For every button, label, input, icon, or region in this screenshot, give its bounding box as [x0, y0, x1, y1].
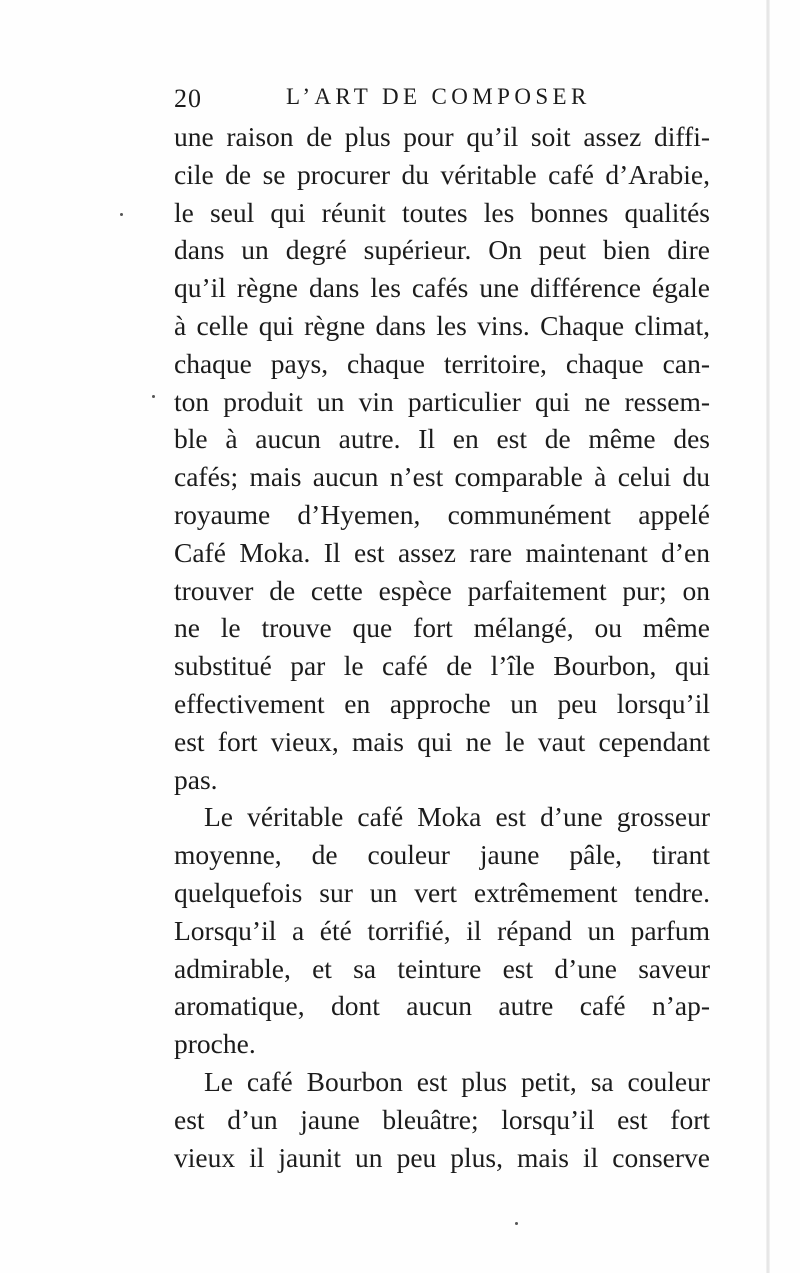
- text-line: proche.: [174, 1028, 256, 1060]
- text-line: royaume d’Hyemen, communément appelé: [174, 498, 710, 530]
- text-line: aromatique, dont aucun autre café n’ap-: [174, 990, 710, 1022]
- text-line: le seul qui réunit toutes les bonnes qualités: [174, 196, 710, 228]
- text-line: chaque pays, chaque territoire, chaque can-: [174, 347, 710, 379]
- running-head: [174, 84, 714, 118]
- paragraph-first-line: Le véritable café Moka est d’une grosseur: [204, 801, 710, 833]
- text-line: qu’il règne dans les cafés une différence égale: [174, 272, 710, 304]
- text-line: est fort vieux, mais qui ne le vaut cependant: [174, 725, 710, 757]
- text-line: à celle qui règne dans les vins. Chaque climat,: [174, 309, 710, 341]
- text-line: est d’un jaune bleuâtre; lorsqu’il est fort: [174, 1103, 710, 1135]
- text-line: quelquefois sur un vert extrêmement tendre.: [174, 876, 710, 908]
- text-line: cile de se procurer du véritable café d’Arabie,: [174, 158, 710, 190]
- body-text: [174, 118, 710, 1176]
- text-line: une raison de plus pour qu’il soit assez diffi-: [174, 121, 710, 152]
- running-title: L’ART DE COMPOSER: [286, 84, 591, 109]
- text-line: pas.: [174, 763, 218, 795]
- paragraph-first-line: Le café Bourbon est plus petit, sa couleur: [204, 1065, 710, 1097]
- text-line: moyenne, de couleur jaune pâle, tirant: [174, 839, 710, 871]
- text-line: ton produit un vin particulier qui ne ressem-: [174, 385, 710, 417]
- text-line: Lorsqu’il a été torrifié, il répand un parfum: [174, 914, 710, 946]
- text-line: cafés; mais aucun n’est comparable à celui du: [174, 461, 710, 493]
- text-line: dans un degré supérieur. On peut bien dire: [174, 234, 710, 266]
- paper-speck: [515, 1222, 518, 1225]
- text-line: ble à aucun autre. Il en est de même des: [174, 423, 710, 455]
- text-line: substitué par le café de l’île Bourbon, qui: [174, 650, 710, 682]
- text-line: vieux il jaunit un peu plus, mais il conserve: [174, 1141, 710, 1173]
- page-number: 20: [174, 84, 202, 113]
- text-line: trouver de cette espèce parfaitement pur; on: [174, 574, 710, 606]
- paper-speck: [152, 395, 155, 398]
- text-line: admirable, et sa teinture est d’une saveur: [174, 952, 710, 984]
- text-line: ne le trouve que fort mélangé, ou même: [174, 612, 710, 644]
- page-edge-shadow: [766, 0, 770, 1273]
- paper-speck: [120, 213, 123, 216]
- text-line: Café Moka. Il est assez rare maintenant d’en: [174, 536, 710, 568]
- text-line: effectivement en approche un peu lorsqu’il: [174, 687, 710, 719]
